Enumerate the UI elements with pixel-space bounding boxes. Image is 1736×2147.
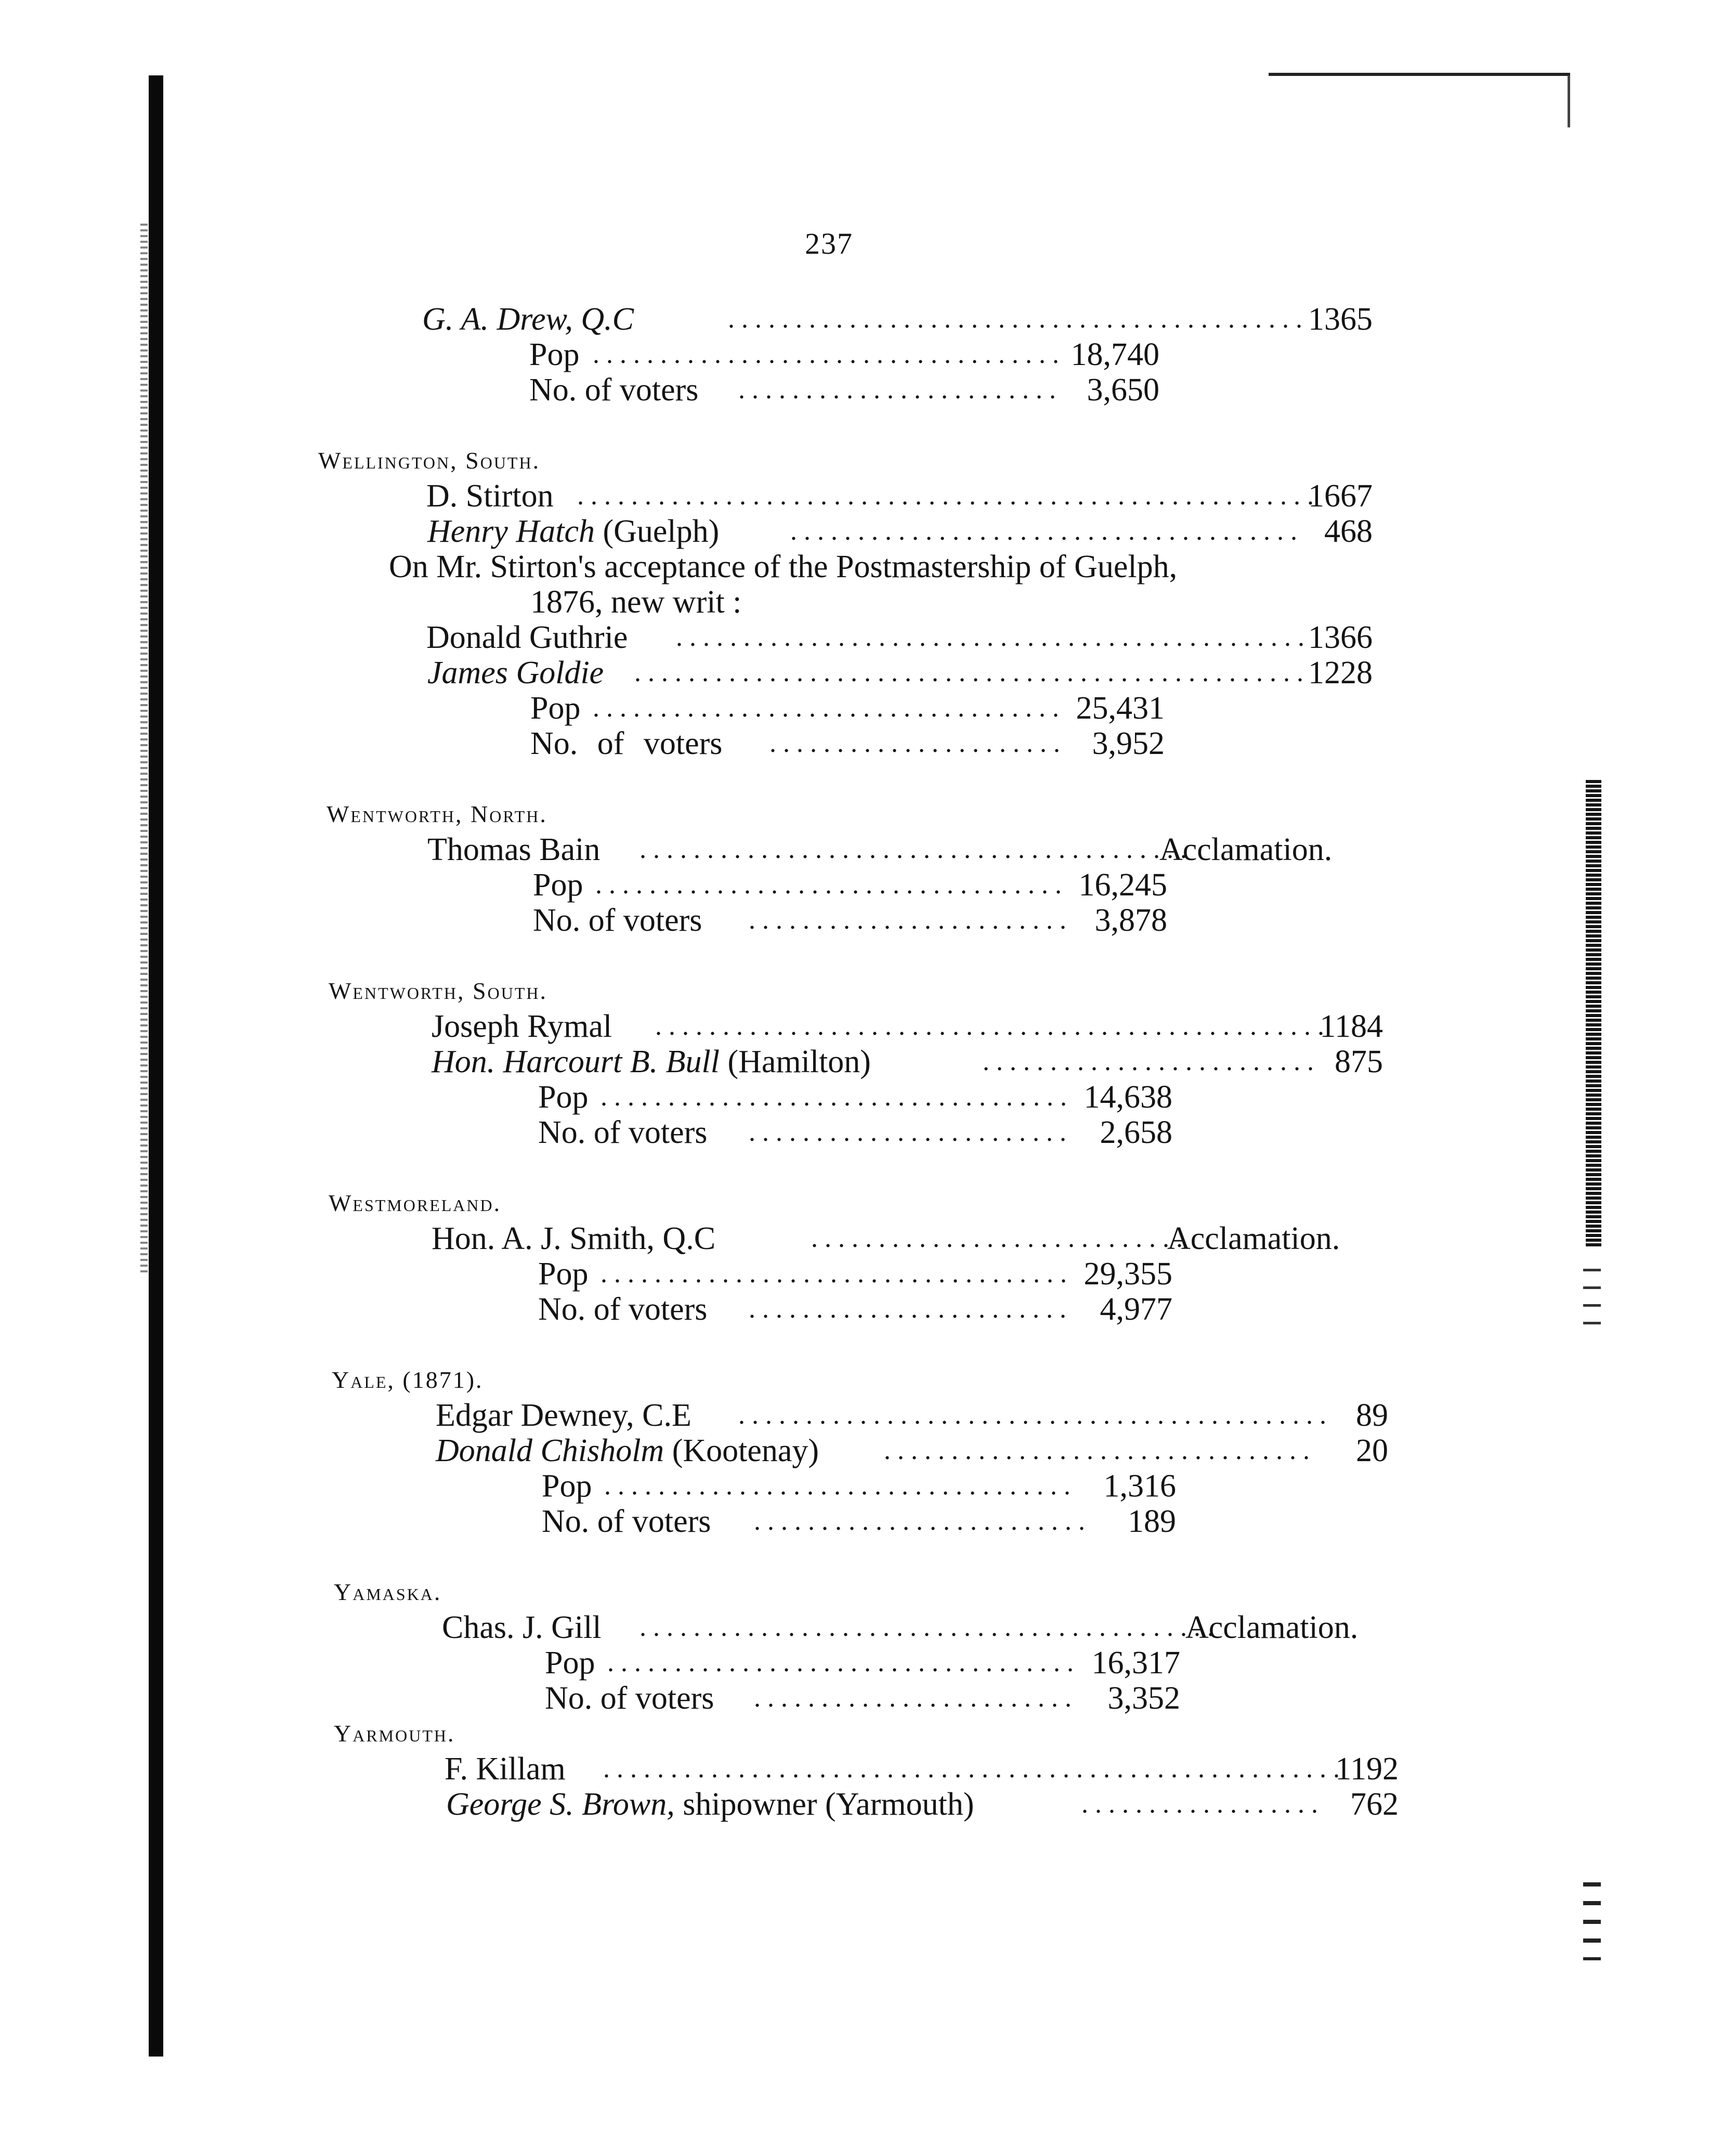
votes: Acclamation.: [1185, 1610, 1359, 1645]
pop-row: [0, 1468, 1736, 1504]
section-wentworth-south: [0, 973, 1736, 1150]
leader-dots: ................................: [884, 1436, 1316, 1465]
pop-row: [0, 1079, 1736, 1115]
voters-value: 4,977: [1100, 1292, 1172, 1327]
voters-row: [0, 903, 1736, 938]
voters-row: [0, 1115, 1736, 1150]
candidate-name: George S. Brown,: [446, 1787, 675, 1822]
candidate-name: Donald Chisholm: [436, 1433, 664, 1468]
page-number: 237: [805, 227, 853, 261]
pop-label: Pop: [530, 691, 581, 726]
section-yale: [0, 1362, 1736, 1539]
votes: 1192: [1335, 1751, 1399, 1787]
voters-label: No. of voters: [530, 726, 723, 761]
leader-dots: .........................: [754, 1506, 1092, 1536]
candidate-name: F. Killam: [445, 1751, 566, 1787]
voters-label: No. of voters: [533, 903, 702, 938]
votes: 1228: [1308, 655, 1373, 691]
section-continuation: [0, 302, 1736, 408]
voters-row: [0, 1292, 1736, 1327]
scan-edge-marks-lower: [1583, 1882, 1601, 1960]
candidate-row: [0, 1433, 1736, 1468]
pop-label: Pop: [529, 337, 580, 372]
votes: 1184: [1320, 1009, 1383, 1044]
voters-row: [0, 726, 1736, 761]
candidate-name: James Goldie: [427, 655, 604, 691]
candidate-name: G. A. Drew, Q.C: [422, 302, 634, 337]
candidate-name: Donald Guthrie: [426, 620, 628, 655]
leader-dots: .........................: [983, 1047, 1321, 1076]
candidate-row: [0, 1751, 1736, 1787]
section-heading: Wellington, South.: [318, 447, 541, 474]
leader-dots: ...................................: [601, 1082, 1074, 1112]
candidate-place: (Kootenay): [664, 1433, 819, 1468]
voters-row: [0, 1504, 1736, 1539]
leader-dots: ...................................: [595, 870, 1068, 900]
votes: 762: [1350, 1787, 1399, 1822]
voters-value: 3,878: [1094, 903, 1167, 938]
leader-dots: ............................: [811, 1224, 1190, 1253]
leader-dots: ........................: [749, 1294, 1073, 1324]
leader-dots: ...................................: [601, 1259, 1074, 1289]
section-heading: Westmoreland.: [329, 1190, 502, 1216]
candidate-row: [0, 1044, 1736, 1079]
pop-label: Pop: [533, 867, 583, 903]
section-heading: Yarmouth.: [334, 1720, 455, 1747]
candidate-row: [0, 1610, 1736, 1645]
note-text: On Mr. Stirton's acceptance of the Postmastership of Guelph,: [389, 549, 1178, 584]
voters-row: [0, 372, 1736, 408]
section-heading: Wentworth, South.: [329, 978, 547, 1004]
section-wellington-south: [0, 443, 1736, 761]
voters-row: [0, 1681, 1736, 1716]
leader-dots: ...............................................: [676, 622, 1311, 652]
leader-dots: ..................................................: [655, 1011, 1331, 1041]
pop-value: 16,245: [1078, 867, 1167, 903]
candidate-name: Henry Hatch: [427, 514, 595, 549]
candidate-row: [0, 655, 1736, 691]
candidate-occupation: shipowner (Yarmouth): [674, 1787, 974, 1822]
section-heading: Yamaska.: [334, 1579, 442, 1605]
votes: Acclamation.: [1159, 832, 1333, 867]
note-row: [0, 584, 1736, 620]
candidate-place: (Hamilton): [719, 1044, 871, 1079]
voters-value: 189: [1128, 1504, 1176, 1539]
leader-dots: ...........................................: [639, 1612, 1221, 1642]
leader-dots: .........................................: [639, 835, 1194, 864]
pop-label: Pop: [542, 1468, 592, 1504]
leader-dots: ...................................: [593, 693, 1066, 723]
election-results-list: [0, 302, 1736, 1822]
leader-dots: ...................................: [604, 1471, 1077, 1501]
votes: 1365: [1308, 302, 1373, 337]
voters-value: 3,650: [1087, 372, 1159, 408]
pop-row: [0, 691, 1736, 726]
candidate-row: [0, 1398, 1736, 1433]
pop-value: 14,638: [1084, 1079, 1172, 1115]
section-wentworth-north: [0, 797, 1736, 938]
section-yamaska: [0, 1575, 1736, 1716]
leader-dots: .......................................................: [577, 481, 1321, 511]
leader-dots: ........................: [749, 905, 1073, 935]
votes: Acclamation.: [1167, 1221, 1340, 1256]
section-westmoreland: [0, 1186, 1736, 1327]
leader-dots: ...........................................: [728, 304, 1309, 334]
candidate-row: [0, 620, 1736, 655]
leader-dots: .......................................................: [603, 1754, 1347, 1784]
pop-label: Pop: [545, 1645, 595, 1681]
voters-label: No. of voters: [545, 1681, 714, 1716]
votes: 1366: [1308, 620, 1373, 655]
candidate-row: [0, 1221, 1736, 1256]
section-heading: Yale, (1871).: [332, 1367, 484, 1393]
candidate-name: D. Stirton: [426, 478, 554, 514]
leader-dots: ........................: [749, 1117, 1073, 1147]
pop-value: 1,316: [1103, 1468, 1176, 1504]
candidate-row: [0, 478, 1736, 514]
pop-row: [0, 1645, 1736, 1681]
pop-label: Pop: [538, 1079, 589, 1115]
pop-label: Pop: [538, 1256, 589, 1292]
candidate-row: [0, 302, 1736, 337]
pop-value: 16,317: [1091, 1645, 1180, 1681]
leader-dots: ..................................................: [634, 658, 1310, 687]
voters-label: No. of voters: [538, 1115, 708, 1150]
candidate-name: Hon. Harcourt B. Bull: [432, 1044, 720, 1079]
votes: 468: [1324, 514, 1373, 549]
candidate-name: Thomas Bain: [427, 832, 601, 867]
leader-dots: ...................................: [607, 1648, 1080, 1677]
candidate-name: Chas. J. Gill: [442, 1610, 602, 1645]
candidate-name: Joseph Rymal: [432, 1009, 612, 1044]
pop-value: 18,740: [1071, 337, 1159, 372]
votes: 89: [1356, 1398, 1388, 1433]
candidate-row: [0, 1009, 1736, 1044]
pop-row: [0, 1256, 1736, 1292]
leader-dots: ............................................: [738, 1400, 1333, 1430]
candidate-row: [0, 514, 1736, 549]
scan-border-top: [1269, 73, 1570, 76]
votes: 1667: [1308, 478, 1373, 514]
leader-dots: ........................: [754, 1683, 1078, 1713]
voters-value: 3,352: [1107, 1681, 1180, 1716]
voters-label: No. of voters: [529, 372, 699, 408]
candidate-place: (Guelph): [594, 514, 720, 549]
note-row: [0, 549, 1736, 584]
voters-label: No. of voters: [538, 1292, 708, 1327]
candidate-row: [0, 1787, 1736, 1822]
voters-value: 2,658: [1100, 1115, 1172, 1150]
section-yarmouth: [0, 1716, 1736, 1822]
note-text: 1876, new writ :: [530, 584, 742, 620]
votes: 875: [1335, 1044, 1383, 1079]
leader-dots: ..................: [1081, 1789, 1325, 1819]
leader-dots: ...................................: [593, 340, 1066, 369]
leader-dots: ......................: [769, 728, 1067, 758]
leader-dots: ......................................: [790, 516, 1304, 546]
voters-label: No. of voters: [542, 1504, 711, 1539]
leader-dots: ........................: [738, 375, 1063, 405]
candidate-name: Hon. A. J. Smith, Q.C: [432, 1221, 716, 1256]
pop-row: [0, 867, 1736, 903]
section-heading: Wentworth, North.: [327, 801, 547, 827]
pop-value: 29,355: [1084, 1256, 1172, 1292]
voters-value: 3,952: [1092, 726, 1165, 761]
candidate-name: Edgar Dewney, C.E: [436, 1398, 691, 1433]
pop-value: 25,431: [1076, 691, 1165, 726]
pop-row: [0, 337, 1736, 372]
candidate-row: [0, 832, 1736, 867]
votes: 20: [1356, 1433, 1388, 1468]
scan-border-right: [1568, 75, 1570, 127]
